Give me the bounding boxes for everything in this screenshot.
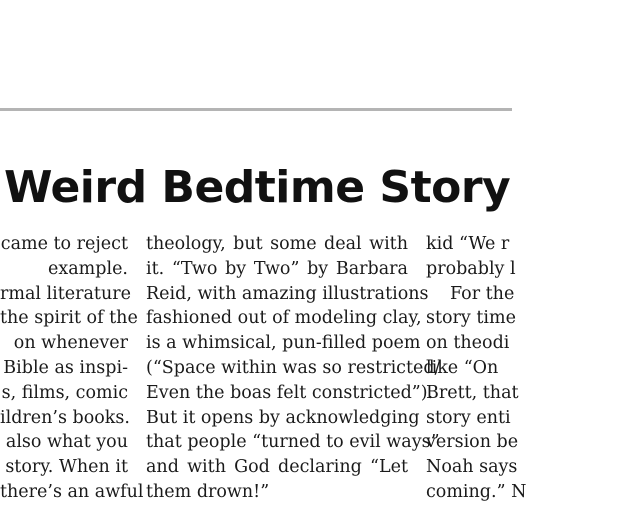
horizontal-rule [0,108,512,111]
text-line: fashioned out of modeling clay, [146,308,422,329]
text-column-left [0,232,144,505]
text-line: Even the boas felt constricted”). [146,382,434,403]
text-column-middle [146,232,441,505]
text-line: example. [48,258,128,279]
text-line: it. “Two by Two” by Barbara [146,258,408,279]
text-line: probably l [426,258,516,279]
text-line: the spirit of the [0,308,138,329]
text-line: Brett, that [426,382,519,403]
text-line: story enti [426,407,511,428]
text-line: Noah says [426,457,518,478]
text-line: ildren’s books. [0,407,130,428]
text-line: came to reject [0,234,128,254]
text-line: on whenever [13,333,128,354]
text-line: story time [426,308,516,329]
text-line: (“Space within was so restricted/ [146,357,441,378]
text-line: and with God declaring “Let [146,457,408,478]
text-line: Reid, with amazing illustrations [146,283,429,304]
text-line: on theodi [426,333,510,354]
text-line: them drown!” [146,481,270,502]
text-line: is a whimsical, pun-filled poem [146,333,421,354]
text-line: But it opens by acknowledging [146,407,420,428]
text-line: version be [426,432,519,453]
text-line: rmal literature [0,283,131,304]
text-line: story. When it [5,457,128,478]
text-line: Bible as inspi- [3,357,128,378]
text-line: coming.” N [426,481,527,502]
article-headline: Weird Bedtime Story [4,162,511,213]
text-line: there’s an awful [0,481,144,502]
text-line: kid “We r [426,234,510,254]
text-line: s, films, comic [1,382,128,403]
text-line: For the [450,283,515,304]
text-line: theology, but some deal with [146,234,408,254]
text-column-right [426,232,626,505]
text-line: like “On [426,357,499,378]
text-line: that people “turned to evil ways” [146,432,440,453]
text-line: also what you [5,432,128,453]
